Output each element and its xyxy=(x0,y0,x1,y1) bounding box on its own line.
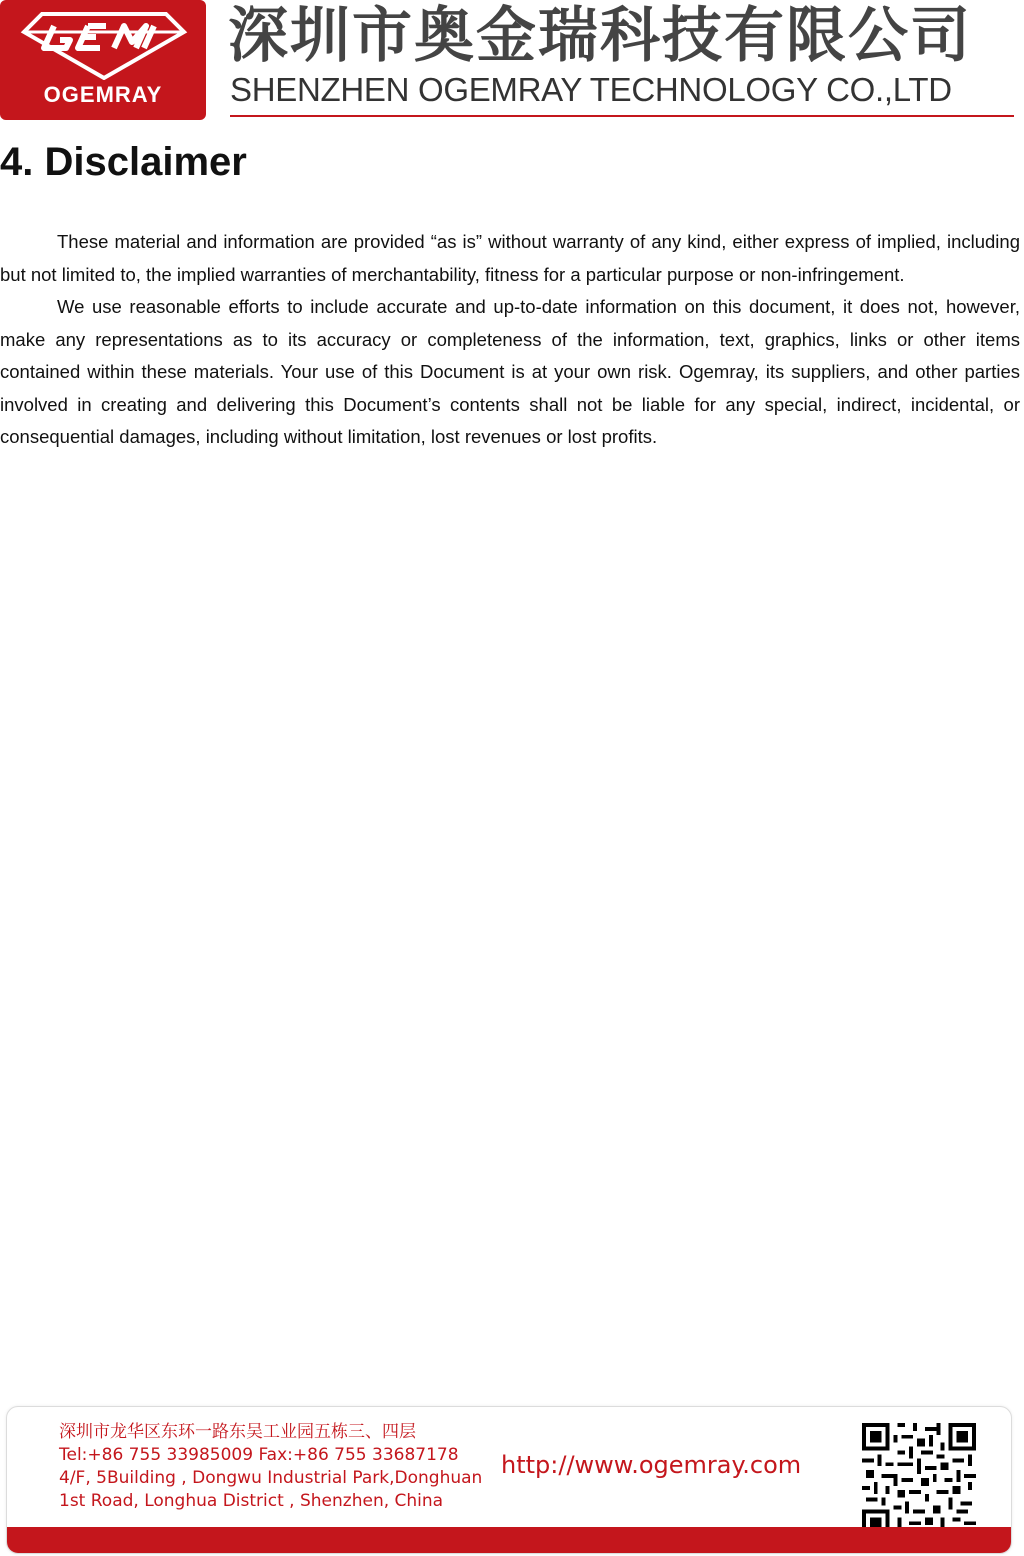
footer-address-en-line2: 1st Road, Longhua District , Shenzhen, China xyxy=(59,1491,444,1511)
page-footer xyxy=(6,1406,1012,1554)
footer-red-band xyxy=(7,1527,1011,1553)
section-title: 4. Disclaimer xyxy=(0,140,247,184)
disclaimer-paragraph-2: We use reasonable efforts to include accurate and up-to-date information on this document, it does not, however, make any representations as to its accuracy or completeness of the information, text, graphics, links or other items contained within these materials. Your use of this Document is at your own risk. Ogemray, its suppliers, and other parties involved in creating and delivering this Document’s contents shall not be liable for any special, indirect, incidental, or consequential damages, including without limitation, lost revenues or lost profits. xyxy=(0,296,1020,447)
page-header xyxy=(0,0,1024,122)
logo-wordmark: OGEMRAY xyxy=(43,82,163,107)
footer-address xyxy=(59,1421,483,1513)
company-name-cn: 深圳市奥金瑞科技有限公司 xyxy=(228,1,972,71)
footer-address-en-line1: 4/F, 5Building , Dongwu Industrial Park,Donghuan xyxy=(59,1468,483,1488)
footer-tel-fax: Tel:+86 755 33985009 Fax:+86 755 33687178 xyxy=(59,1445,459,1465)
disclaimer-body xyxy=(0,226,1020,454)
footer-address-cn: 深圳市龙华区东环一路东吴工业园五栋三、四层 xyxy=(59,1422,416,1442)
footer-website-link[interactable]: http://www.ogemray.com xyxy=(501,1451,802,1479)
gem-diamond-icon xyxy=(14,8,194,80)
company-logo xyxy=(0,0,206,120)
company-name-en: SHENZHEN OGEMRAY TECHNOLOGY CO.,LTD xyxy=(230,71,952,108)
disclaimer-paragraph-1: These material and information are provided “as is” without warranty of any kind, either express of implied, including but not limited to, the implied warranties of merchantability, fitness for a particular purpose or non-infringement. xyxy=(0,231,1020,285)
header-divider xyxy=(230,115,1014,117)
qr-code-icon xyxy=(862,1423,976,1537)
